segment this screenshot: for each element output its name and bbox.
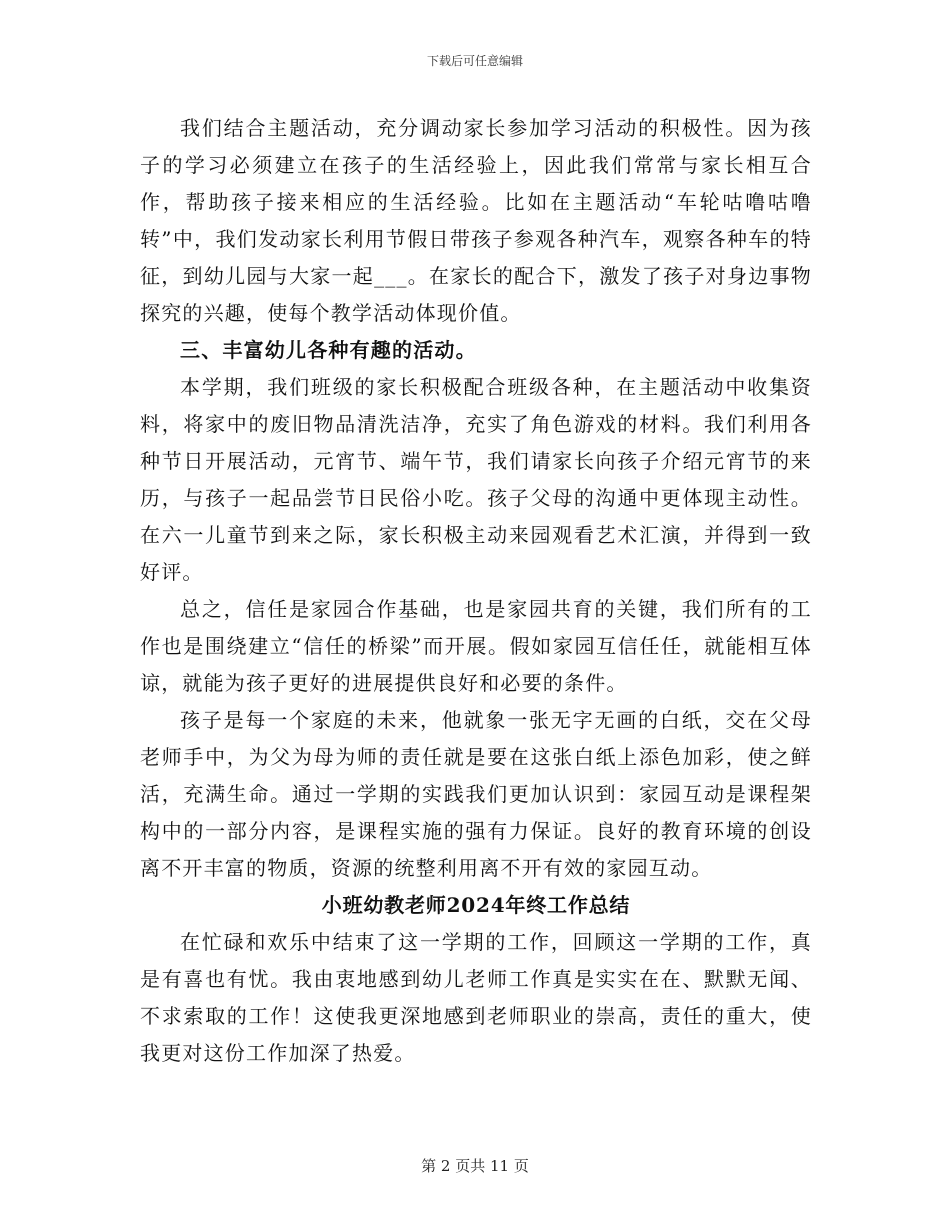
- paragraph-trust-summary: 总之，信任是家园合作基础，也是家园共育的关键，我们所有的工作也是围绕建立“信任的桥梁”而开展。假如家园互信任任，就能相互体谅，就能为孩子更好的进展提供良好和必要的条件。: [140, 597, 812, 695]
- page-header-note: 下载后可任意编辑: [426, 54, 523, 68]
- section-heading-activities: 三、丰富幼儿各种有趣的活动。: [180, 338, 477, 362]
- document-body: [140, 110, 812, 1072]
- document-title: 小班幼教老师2024年终工作总结: [321, 893, 631, 917]
- paragraph-parent-cooperation: 我们结合主题活动，充分调动家长参加学习活动的积极性。因为孩子的学习必须建立在孩子的生活经验上，因此我们常常与家长相互合作，帮助孩子接来相应的生活经验。比如在主题活动“车轮咕噜咕噜转”中，我们发动家长利用节假日带孩子参观各种汽车，观察各种车的特征，到幼儿园与大家一起___。在家长的配合下，激发了孩子对身边事物探究的兴趣，使每个教学活动体现价值。: [140, 116, 812, 325]
- paragraph-semester-activities: 本学期，我们班级的家长积极配合班级各种，在主题活动中收集资料，将家中的废旧物品清洗洁净，充实了角色游戏的材料。我们利用各种节日开展活动，元宵节、端午节，我们请家长向孩子介绍元宵节的来历，与孩子一起品尝节日民俗小吃。孩子父母的沟通中更体现主动性。在六一儿童节到来之际，家长积极主动来园观看艺术汇演，并得到一致好评。: [140, 375, 812, 584]
- paragraph-child-future: 孩子是每一个家庭的未来，他就象一张无字无画的白纸，交在父母老师手中，为父为母为师的责任就是要在这张白纸上添色加彩，使之鲜活，充满生命。通过一学期的实践我们更加认识到：家园互动是课程架构中的一部分内容，是课程实施的强有力保证。良好的教育环境的创设离不开丰富的物质，资源的统整利用离不开有效的家园互动。: [140, 708, 812, 880]
- paragraph-semester-review: 在忙碌和欢乐中结束了这一学期的工作，回顾这一学期的工作，真是有喜也有忧。我由衷地感到幼儿老师工作真是实实在在、默默无闻、不求索取的工作！这使我更深地感到老师职业的崇高，责任的重大，使我更对这份工作加深了热爱。: [140, 930, 812, 1065]
- page-number-footer: 第 2 页共 11 页: [421, 1157, 529, 1175]
